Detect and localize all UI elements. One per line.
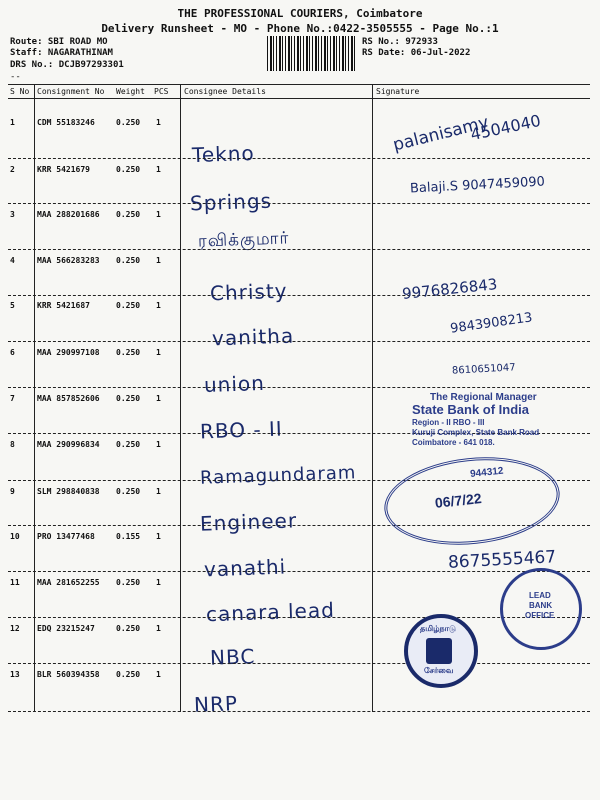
tn-seal-line: சேர்வை [424,666,454,675]
row-consignee-handwritten: Christy [209,278,288,306]
row-pcs: 1 [156,210,161,219]
row-consignee-handwritten: Engineer [199,508,298,536]
row-weight: 0.250 [116,670,141,679]
row-divider [8,203,590,204]
row-consignee-handwritten: vanathi [203,554,287,582]
date-stamp-phone: 944312 [469,465,504,481]
sbi-stamp-line: Coimbatore - 641 018. [412,438,495,447]
row-weight: 0.250 [116,256,141,265]
row-consignee-handwritten: canara lead [205,597,336,627]
row-consignment: CDM 55183246 [37,118,95,127]
row-consignment: MAA 857852606 [37,394,100,403]
row-consignee-handwritten: vanitha [211,323,295,351]
row-consignee-handwritten: RBO - II [199,416,284,444]
row-sno: 3 [10,210,15,219]
row-divider [8,571,590,572]
row-consignment: SLM 298840838 [37,487,100,496]
row-pcs: 1 [156,165,161,174]
row-weight: 0.250 [116,301,141,310]
signature-row-2: Balaji.S 9047459090 [409,174,546,197]
row-pcs: 1 [156,256,161,265]
row-sno: 8 [10,440,15,449]
row-weight: 0.250 [116,210,141,219]
row-divider [8,711,590,712]
row-divider [8,387,590,388]
row-weight: 0.250 [116,165,141,174]
lead-bank-stamp-line: BANK [529,601,553,610]
col-header-consignment: Consignment No [37,87,105,96]
col-header-sno: S No [10,87,30,96]
barcode [267,36,357,71]
row-weight: 0.250 [116,578,141,587]
row-consignee-handwritten: Tekno [191,140,256,168]
rs-number: RS No.: 972933 [362,37,438,47]
row-sno: 10 [10,532,20,541]
row-sno: 4 [10,256,15,265]
row-divider [8,341,590,342]
row-pcs: 1 [156,394,161,403]
row-consignee-handwritten: NBC [209,644,256,670]
sbi-stamp-line: Region - II RBO - III [412,418,485,427]
row-pcs: 1 [156,301,161,310]
signature-row-5: 9843908213 [449,310,534,337]
table-top-border [8,84,590,85]
row-divider [8,158,590,159]
row-consignment: MAA 290996834 [37,440,100,449]
row-consignment: PRO 13477468 [37,532,95,541]
row-consignment: MAA 566283283 [37,256,100,265]
lead-bank-stamp [500,568,582,650]
drs-number: DRS No.: DCJB97293301 [10,60,124,70]
tn-seal [404,614,478,688]
row-divider [8,249,590,250]
sbi-stamp-line: State Bank of India [412,402,530,417]
row-sno: 13 [10,670,20,679]
col-header-signature: Signature [376,87,420,96]
route-label: Route: SBI ROAD MO [10,37,108,47]
row-consignment: MAA 290997108 [37,348,100,357]
header-bottom-border [8,98,590,99]
signature-row-1-code: 4504040 [468,110,543,145]
row-sno: 11 [10,578,20,587]
col-header-weight: Weight [116,87,145,96]
emblem-icon [426,638,452,664]
sbi-stamp-line: Kuruji Complex, State Bank Road [412,428,540,437]
tn-seal-line: தமிழ்நாடு [420,624,456,633]
row-weight: 0.250 [116,348,141,357]
row-pcs: 1 [156,440,161,449]
row-weight: 0.155 [116,532,141,541]
row-consignment: MAA 288201686 [37,210,100,219]
rs-date: RS Date: 06-Jul-2022 [362,48,471,58]
signature-row-4: 9976826843 [401,275,499,303]
row-pcs: 1 [156,670,161,679]
col-header-consignee: Consignee Details [184,87,266,96]
row-weight: 0.250 [116,118,141,127]
row-weight: 0.250 [116,487,141,496]
row-consignment: KRR 5421679 [37,165,90,174]
row-pcs: 1 [156,532,161,541]
row-pcs: 1 [156,578,161,587]
signature-row-1-name: palanisamy [391,112,491,156]
row-pcs: 1 [156,348,161,357]
row-sno: 6 [10,348,15,357]
sbi-stamp-line: The Regional Manager [430,392,537,403]
date-stamp [380,449,564,553]
row-pcs: 1 [156,624,161,633]
staff-label: Staff: NAGARATHINAM [10,48,113,58]
row-consignment: MAA 281652255 [37,578,100,587]
date-stamp-value: 06/7/22 [434,490,483,511]
signature-row-10: 8675555467 [447,547,557,573]
row-sno: 12 [10,624,20,633]
row-weight: 0.250 [116,394,141,403]
signature-row-6: 8610651047 [451,362,516,377]
lead-bank-stamp-line: OFFICE [525,611,555,620]
row-divider [8,663,590,664]
row-consignee-handwritten: ரவிக்குமார் [197,228,290,252]
row-consignment: EDQ 23215247 [37,624,95,633]
row-sno: 2 [10,165,15,174]
row-sno: 9 [10,487,15,496]
row-sno: 1 [10,118,15,127]
row-consignee-handwritten: Ramagundaram [199,462,357,489]
rule-dash: -- [10,72,21,82]
row-consignee-handwritten: union [203,370,266,398]
runsheet-title: Delivery Runsheet - MO - Phone No.:0422-3505555 - Page No.:1 [101,22,499,35]
row-sno: 5 [10,301,15,310]
row-consignment: KRR 5421687 [37,301,90,310]
row-pcs: 1 [156,118,161,127]
row-weight: 0.250 [116,440,141,449]
col-header-pcs: PCS [154,87,169,96]
row-weight: 0.250 [116,624,141,633]
row-consignment: BLR 560394358 [37,670,100,679]
row-divider [8,295,590,296]
row-consignee-handwritten: Springs [189,188,273,216]
row-consignee-handwritten: NRP [193,691,239,717]
row-sno: 7 [10,394,15,403]
company-title: THE PROFESSIONAL COURIERS, Coimbatore [177,7,423,20]
lead-bank-stamp-line: LEAD [529,591,551,600]
row-pcs: 1 [156,487,161,496]
